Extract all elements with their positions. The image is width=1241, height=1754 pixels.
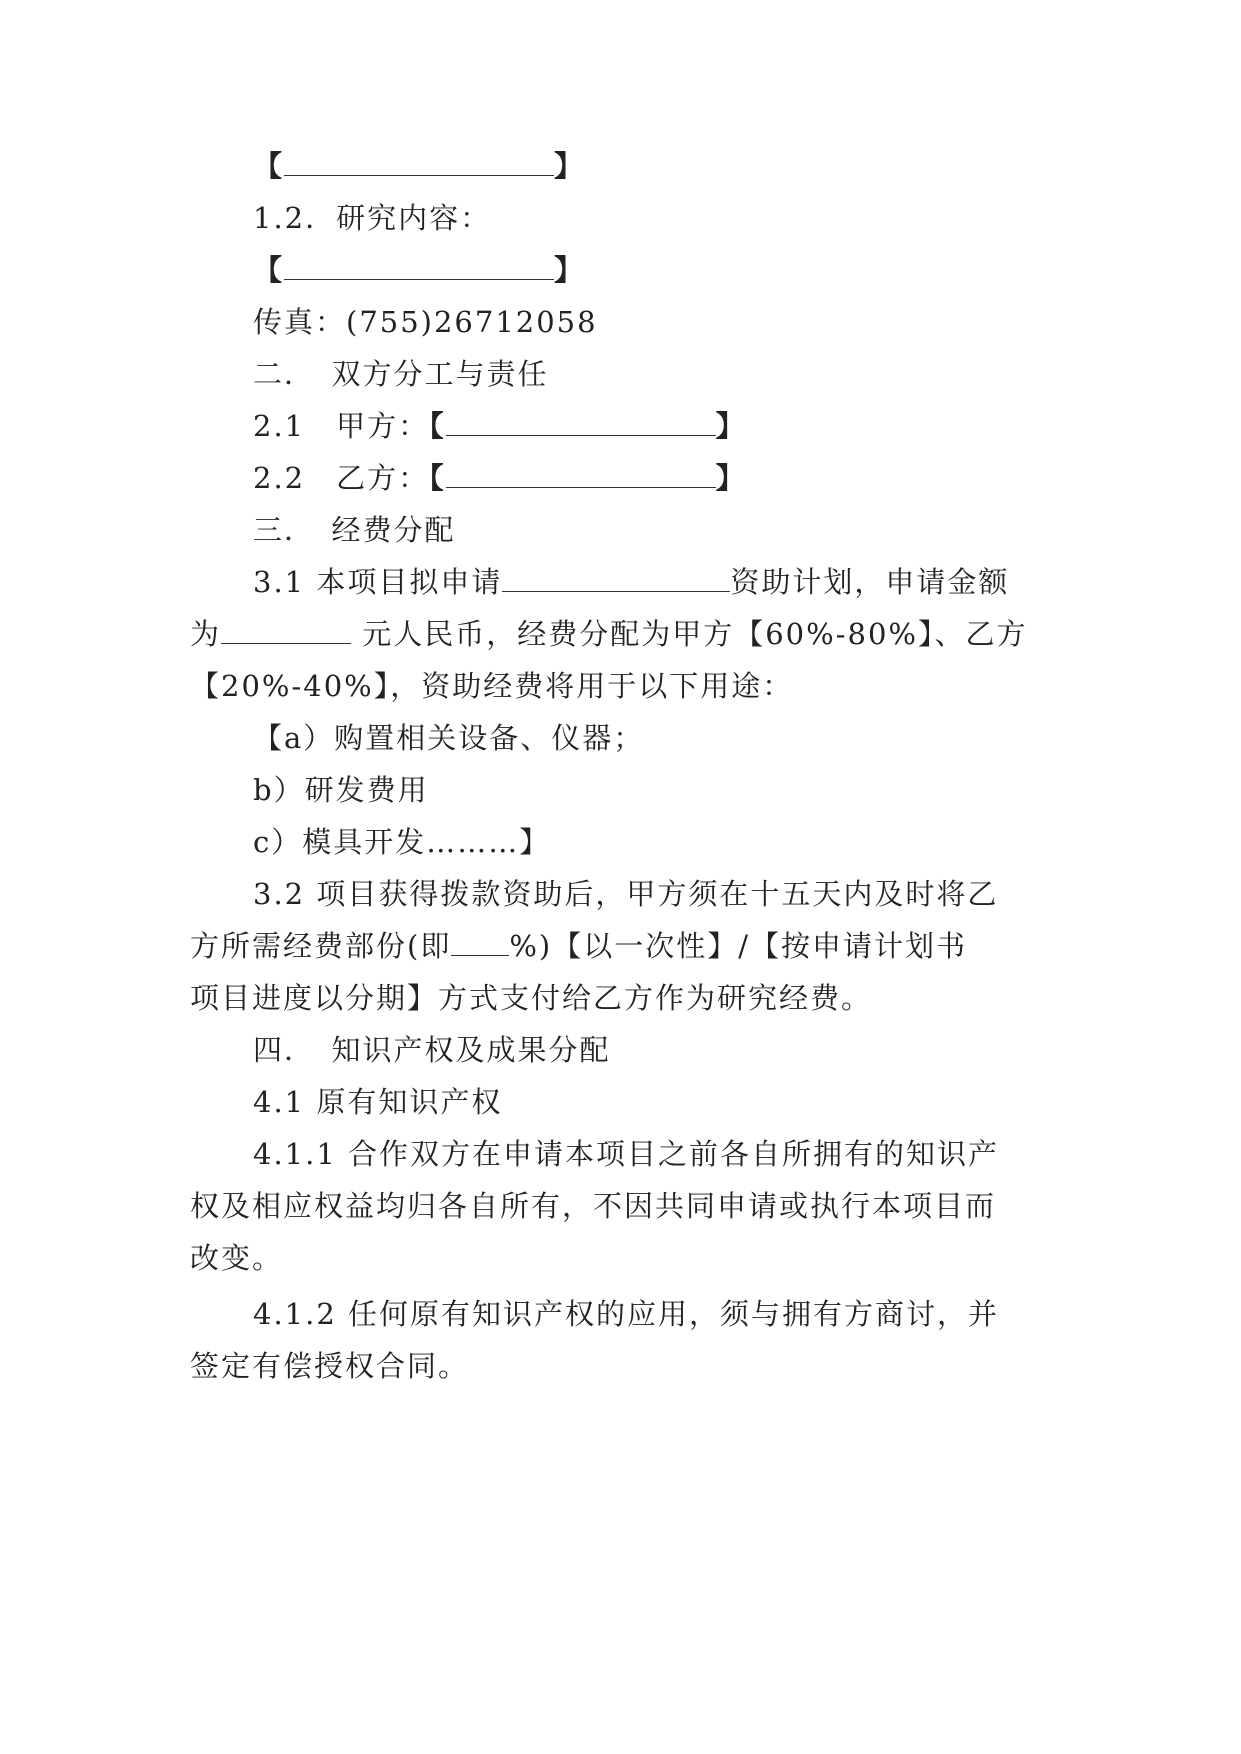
list-item-b: b）研发费用 (253, 773, 429, 807)
text-segment: %)【以一次性】/【按申请计划书 (509, 929, 967, 963)
bracket-blank-line-1 (253, 146, 1123, 186)
close-bracket: 】 (715, 461, 747, 495)
party-a-line (253, 406, 1123, 446)
section-4-heading: 四． 知识产权及成果分配 (253, 1033, 611, 1067)
fill-blank (221, 617, 351, 644)
open-bracket: 【 (429, 409, 446, 443)
fill-blank (502, 565, 730, 592)
close-bracket: 】 (715, 409, 747, 443)
section-3-heading: 三． 经费分配 (253, 513, 456, 547)
list-item-c: c）模具开发………】 (253, 825, 551, 859)
paragraph-4-1-2-line-2: 签定有偿授权合同。 (190, 1349, 470, 1383)
bracket-blank-line-2 (253, 250, 1123, 290)
section-1-2-heading: 1.2．研究内容： (253, 201, 492, 235)
party-a-label: 2.1 甲方： (253, 409, 430, 443)
fill-blank (446, 461, 716, 488)
text-segment: 方所需经费部份(即 (190, 929, 452, 963)
section-4-1-heading: 4.1 原有知识产权 (253, 1085, 503, 1119)
paragraph-4-1-1-line-1: 4.1.1 合作双方在申请本项目之前各自所拥有的知识产 (253, 1137, 1000, 1171)
paragraph-4-1-1-line-2: 权及相应权益均归各自所有，不因共同申请或执行本项目而 (190, 1189, 997, 1223)
paragraph-4-1-1-line-3: 改变。 (190, 1241, 284, 1275)
text-segment: 元人民币，经费分配为甲方【60%-80%】、乙方 (351, 617, 1028, 651)
paragraph-3-2-line-1: 3.2 项目获得拨款资助后，甲方须在十五天内及时将乙 (253, 877, 999, 911)
paragraph-3-1-line-1 (253, 562, 1060, 602)
paragraph-3-1-line-2 (190, 614, 1060, 654)
party-b-label: 2.2 乙方： (253, 461, 430, 495)
open-bracket: 【 (253, 253, 285, 287)
fill-blank (451, 929, 509, 956)
paragraph-3-2-line-2 (190, 926, 1060, 966)
close-bracket: 】 (554, 253, 586, 287)
list-item-a: 【a）购置相关设备、仪器； (253, 721, 645, 755)
fill-blank (284, 149, 554, 176)
fill-blank (284, 253, 554, 280)
paragraph-3-1-line-3: 【20%-40%】，资助经费将用于以下用途： (190, 669, 794, 703)
fax-line: 传真：(755)26712058 (253, 305, 598, 339)
paragraph-4-1-2-line-1: 4.1.2 任何原有知识产权的应用，须与拥有方商讨，并 (253, 1297, 1000, 1331)
text-segment: 3.1 本项目拟申请 (253, 565, 503, 599)
text-segment: 为 (190, 617, 222, 651)
paragraph-3-2-line-3: 项目进度以分期】方式支付给乙方作为研究经费。 (190, 981, 873, 1015)
open-bracket: 【 (253, 149, 285, 183)
close-bracket: 】 (554, 149, 586, 183)
party-b-line (253, 458, 1123, 498)
text-segment: 资助计划，申请金额 (730, 565, 1010, 599)
open-bracket: 【 (429, 461, 446, 495)
section-2-heading: 二． 双方分工与责任 (253, 357, 549, 391)
fill-blank (446, 409, 716, 436)
